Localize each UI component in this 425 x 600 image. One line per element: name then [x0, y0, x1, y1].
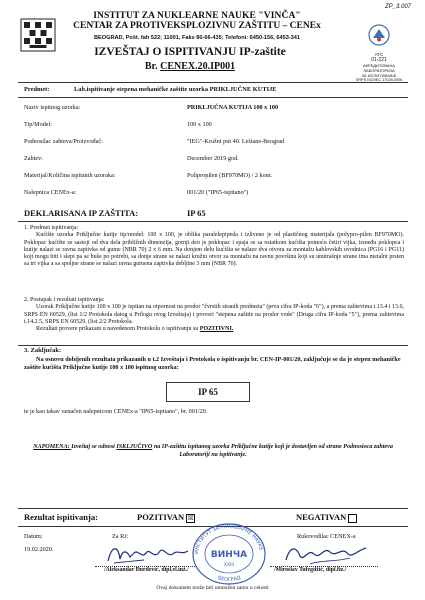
accreditation-number: 01-221 — [371, 57, 387, 63]
stamp-number-text: XXIII — [223, 563, 235, 568]
signature-right-icon — [280, 540, 370, 568]
note-prefix: NAPOMENA: — [33, 444, 72, 450]
detail-label: Tip/Model: — [24, 121, 52, 128]
accreditation-badge-text: ATC — [374, 52, 384, 57]
result-label: Rezultat ispitivanja: — [24, 512, 98, 522]
section-1 — [24, 225, 404, 269]
result-negative-label: NEGATIVAN — [296, 512, 347, 522]
detail-value: December 2019 god. — [187, 155, 239, 162]
section-2-result — [24, 326, 404, 333]
svg-text:БЕОГРАД — [217, 575, 242, 583]
note — [30, 443, 396, 459]
accreditation-badge-icon — [368, 24, 390, 46]
label-line: te je kao takav označen nalepnicom CENEx-a "IP65-ispitano", br. 001/20. — [24, 408, 208, 415]
divider — [18, 97, 408, 98]
head-label: Rukovodilac CENEX-a — [297, 533, 356, 540]
center-name: CENTAR ZA PROTIVEKSPLOZIVNU ZAŠTITU – CENEx — [73, 21, 321, 31]
conclusion-text: Na osnovu dobijenih rezultata prikazanih u t.2 Izveštaja i Protokola o ispitivanju br. CEN-IP-001/20, zaključuje se da je stepen mehaničke zaštite kućišta Priključne kutije 100 x 100 ispitnog uzorka: — [24, 356, 401, 371]
accreditation-block — [350, 24, 408, 116]
section-2-heading: 2. Postupak i rezultati ispitivanja: — [24, 297, 105, 303]
institute-name: INSTITUT ZA NUKLEARNE NAUKE "VINČA" — [93, 11, 301, 21]
detail-label: Podnosilac zahteva/Proizvođač: — [24, 138, 103, 145]
detail-label: Naziv ispitnog uzorka: — [24, 104, 81, 111]
accreditation-line3: ЗА ИСПИТИВАЊЕ — [361, 73, 397, 78]
divider — [18, 345, 408, 346]
result-positive-checkbox: ☒ — [187, 513, 194, 522]
form-code: ZP_3.007 — [384, 4, 411, 10]
report-number-value: CENEX.20.IP001 — [160, 61, 236, 72]
section-2-result-word: POZITIVNI. — [199, 326, 234, 333]
detail-label: Zahtev: — [24, 155, 43, 162]
section-2-result-prefix: Rezultati provere prikazani u navedenom Protokolu o ispitivanju su — [36, 326, 200, 333]
result-positive-label: POZITIVAN — [137, 512, 185, 522]
accreditation-line1: АКРЕДИТОВАНА — [362, 63, 396, 68]
report-title: IZVEŠTAJ O ISPITIVANJU IP-zaštite — [94, 46, 286, 58]
note-emphasis: ISKLJUČIVO — [116, 444, 153, 450]
date-value: 19.02.2020. — [24, 546, 54, 553]
official-stamp-icon — [190, 522, 268, 586]
detail-value: Polipropilen (BF970MO) / 2 kom. — [187, 172, 273, 179]
section-2 — [24, 297, 404, 333]
stamp-center-text: ВИНЧА — [210, 550, 248, 560]
signatory-left-name: /Aleksandar Đurđević, dipl.el.inž./ — [104, 567, 189, 573]
section-2-text: Uzorak Priključne kutije 100 x 100 je ispitan na otpornost na prodor "čvrstih stranih predmeta" (prva cifra IP-koda "6"), a prema zahtevima t.13.4 i 13.6, SRPS EN 60529, (list 1/2 Protokola datog u Prilogu ovog Izveštaja) i proveri "stepena zaštite na prodor vode" (Druga cifra IP-koda "5"), prema zahtevima t.14.2.5, SRPS EN 60529. (list 2/2 Protokola. — [24, 304, 404, 325]
stamp-city-text: БЕОГРАД — [216, 574, 242, 584]
result-positive — [137, 512, 195, 523]
detail-value: PRIKLJUČNA KUTIJA 100 x 100 — [187, 104, 279, 111]
detail-label: Materijal/Količina ispitanih uzoraka: — [24, 172, 116, 179]
institute-address: BEOGRAD, Pošt. fah 522; 11001, Faks 80-66-435; Telefoni: 6450-156, 6453-341 — [93, 35, 301, 41]
declared-ip-value: IP 65 — [187, 208, 206, 218]
section-1-heading: 1. Predmet ispitivanja: — [24, 225, 79, 231]
result-negative — [296, 512, 357, 523]
date-label: Datum: — [24, 533, 43, 540]
section-1-text: Kućište uzorka Priključne kutije tip/model: 100 x 100, je oblika paralelepipeda i izliveno je od plastičnog materijala (polypro-pilen BF970MO). Poklopac kućište se sastoji od dva dela približnih dimenzija, gornji deo je poklopac i spaja se sa ostatkom kućišta pomoću četiri vijka, između poklopca i kutije nalazi se ravna zaptivka od gume (NBR 70) 2 x 6 mm. Na donjem delu kućišta se nalaze dva otvora za montažu kablovskih uvodnica (PG16 i PG11) koji mogu biti i slepi pa se buše po potrebi, sa donje strane se nalazi kružni otvor za montažu na ravnu površinu koji su unutrašnje strane ima metalni prsten sa tri vijka a sa spoljne strane se nalazi ravna gumena zaptivka debljine 3 mm (NBR 70). — [24, 232, 404, 268]
divider — [18, 82, 408, 83]
subject-label: Predmet: — [24, 86, 50, 93]
note-part2: na IP-zaštitu ispitanog uzorka Priključne kutije koji je dostavljen od strane Podnosioca zahteva Laboratoriji na ispitivanje. — [152, 444, 393, 458]
for-unit-label: Za RJ: — [112, 533, 129, 540]
conclusion-heading: 3. Zaključak: — [24, 347, 62, 354]
stamp-ring-text: ИНСТИТУТ ЗА НУКЛЕАРНЕ НАУКЕ — [193, 523, 264, 555]
divider — [18, 508, 408, 509]
signature-left-icon — [104, 541, 192, 567]
ip-code-box: IP 65 — [166, 382, 250, 402]
report-number-prefix: Br. — [144, 61, 161, 72]
detail-label: Nalepnica CENEx-a: — [24, 189, 77, 196]
detail-value: 100 x 100 — [187, 121, 212, 128]
divider — [18, 221, 408, 222]
note-part1: Izveštaj se odnosi — [71, 444, 117, 450]
detail-value: 001/20 ("IP65-ispitano") — [187, 189, 249, 196]
accreditation-line2: ЛАБОРАТОРИЈА — [363, 68, 395, 73]
detail-value: "IEG"-Kružni put 40. Leštane-Beograd — [187, 138, 285, 145]
footer-note: Ovaj dokument može biti umnožen samo u celosti — [156, 585, 269, 591]
accreditation-standard: SRPS ISO/IEC 17025:2006 — [355, 78, 403, 82]
report-number — [40, 61, 340, 72]
signatory-right-name: /Miroslav Tufegdžić, dipl.fiz./ — [274, 567, 347, 573]
result-negative-checkbox — [348, 514, 357, 523]
subject-value: Lab.ispitivanje stepena mehaničke zaštite uzorka PRIKLJUČNE KUTIJE — [74, 86, 277, 93]
declared-ip-label: DEKLARISANA IP ZAŠTITA: — [24, 208, 139, 218]
